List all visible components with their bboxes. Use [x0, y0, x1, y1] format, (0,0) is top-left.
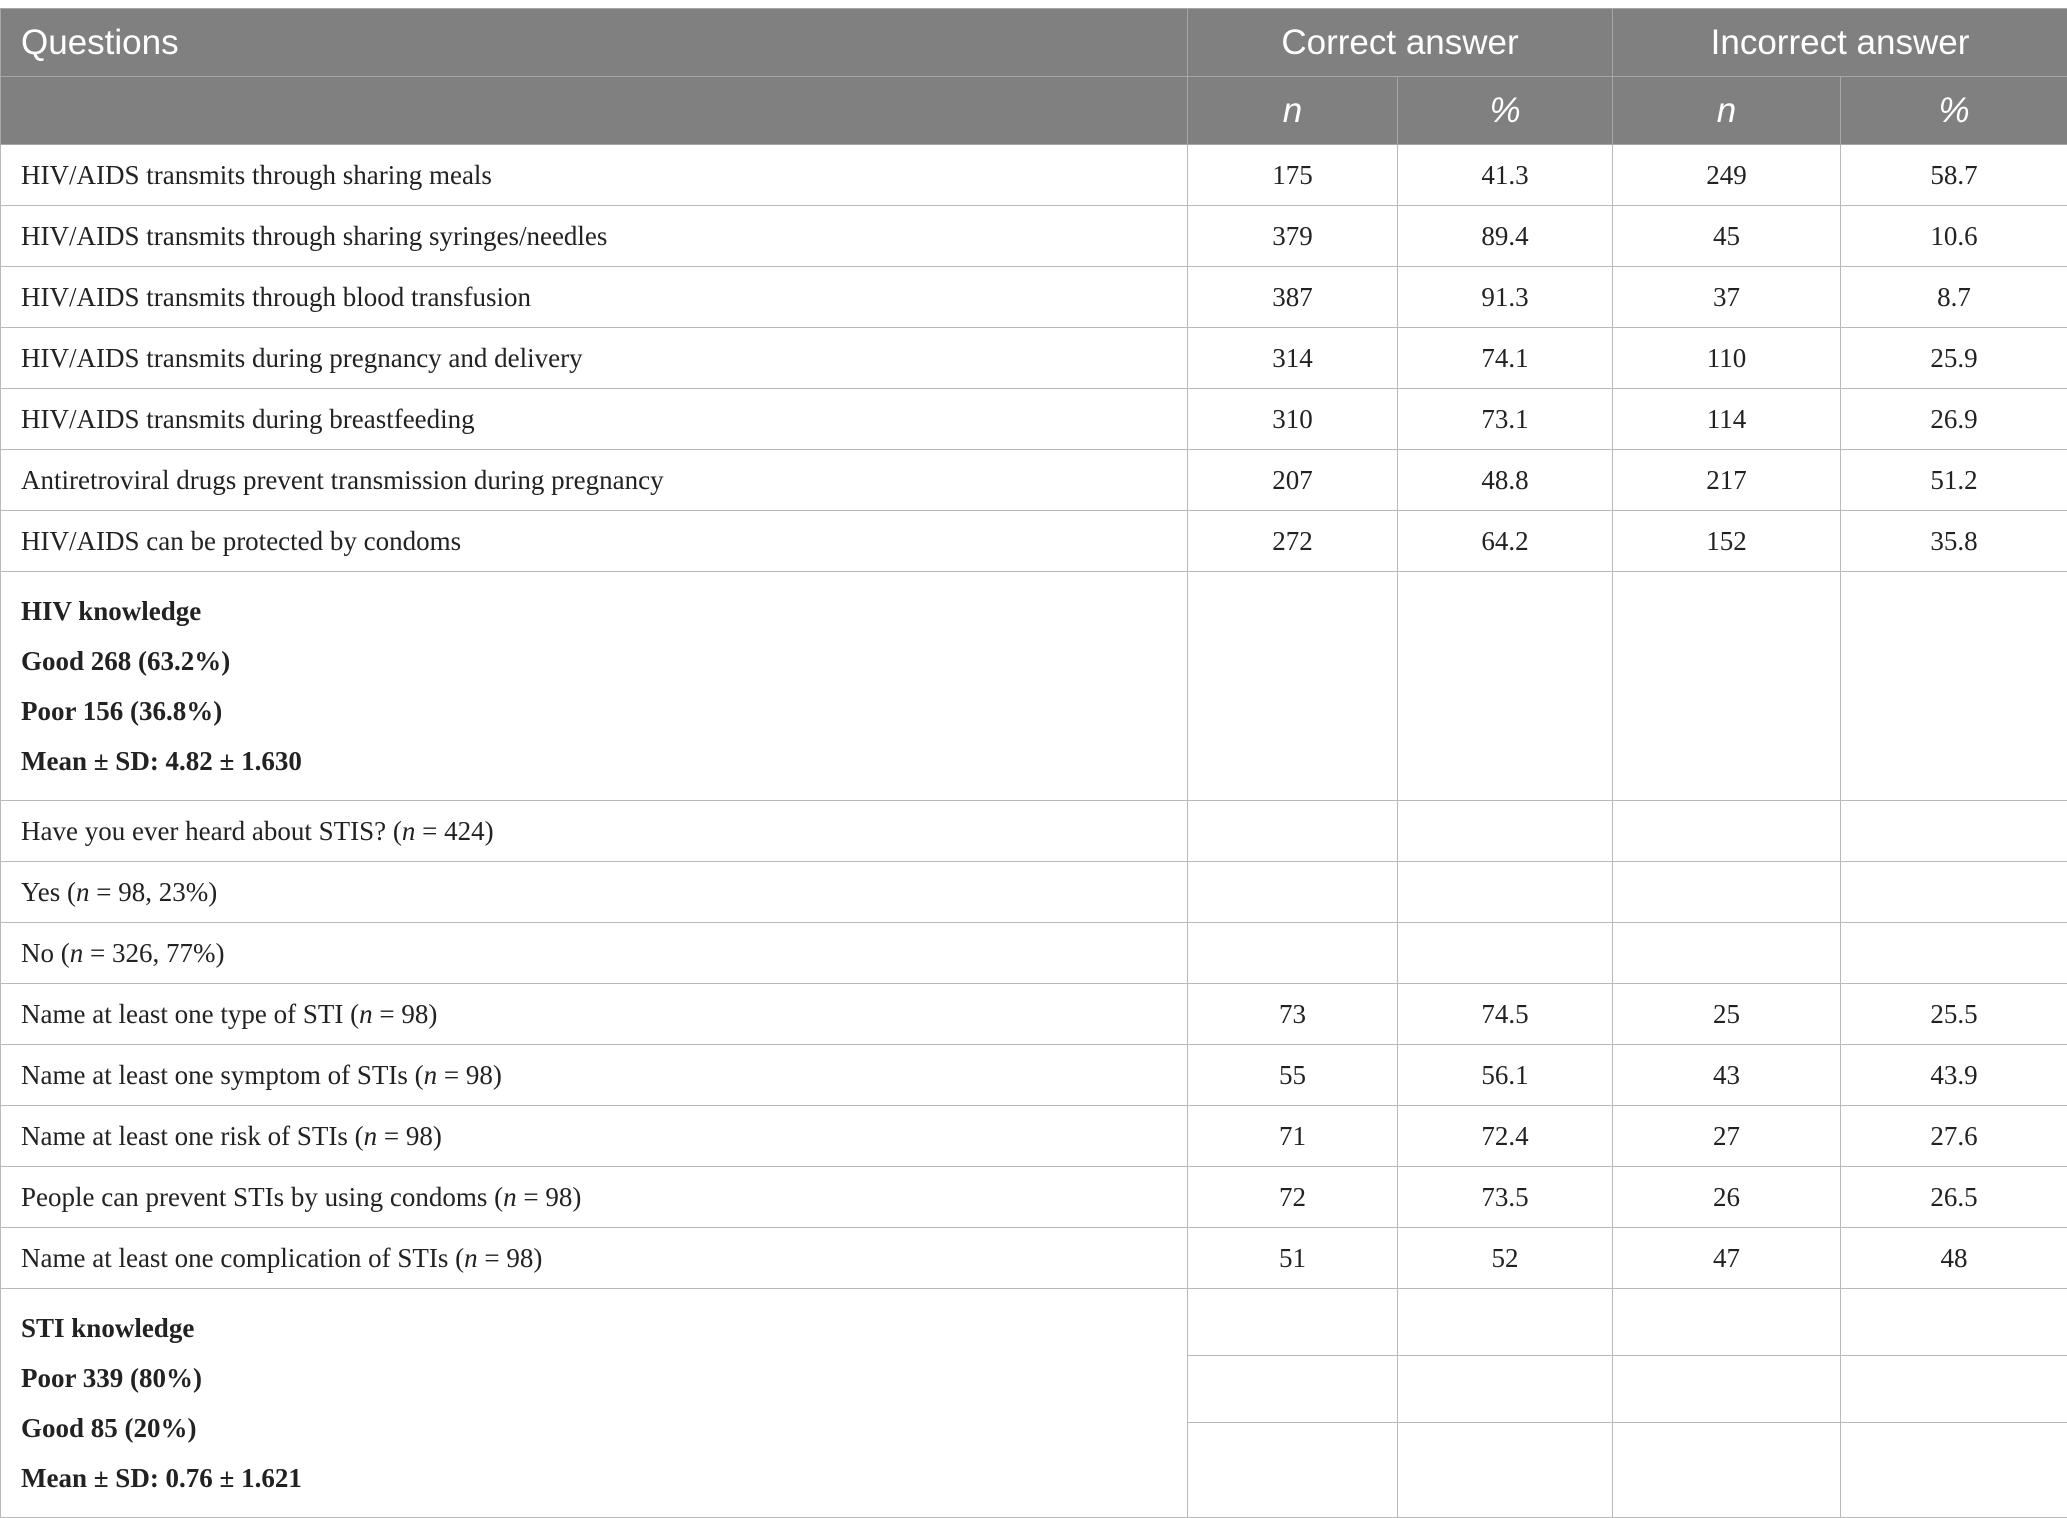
table-row	[1, 1228, 2067, 1289]
correct-pct-cell: 52	[1398, 1228, 1613, 1289]
table-row	[1, 511, 2067, 572]
incorrect-n-cell: 26	[1613, 1167, 1841, 1228]
empty-cell	[1613, 1355, 1841, 1422]
correct-pct-cell: 91.3	[1398, 267, 1613, 328]
empty-cell	[1398, 1422, 1613, 1517]
summary-line: Poor 156 (36.8%)	[21, 686, 1187, 736]
summary-line: Mean ± SD: 0.76 ± 1.621	[21, 1453, 1187, 1503]
heard-no-cell: No (n = 326, 77%)	[1, 923, 1188, 984]
correct-pct-cell: 72.4	[1398, 1106, 1613, 1167]
incorrect-answer-header: Incorrect answer	[1613, 9, 2067, 77]
question-cell: HIV/AIDS transmits through sharing syringes/needles	[1, 206, 1188, 267]
table-header	[1, 9, 2067, 145]
empty-cell	[1398, 1355, 1613, 1422]
empty-cell	[1613, 1422, 1841, 1517]
question-cell: Antiretroviral drugs prevent transmission during pregnancy	[1, 450, 1188, 511]
correct-pct-cell: 48.8	[1398, 450, 1613, 511]
empty-cell	[1841, 1289, 2067, 1356]
empty-cell	[1613, 1289, 1841, 1356]
question-cell: Name at least one complication of STIs (n = 98)	[1, 1228, 1188, 1289]
sti-knowledge-summary-row	[1, 1289, 2067, 1356]
hiv-knowledge-summary	[1, 572, 1188, 801]
question-cell: People can prevent STIs by using condoms (n = 98)	[1, 1167, 1188, 1228]
table-row	[1, 450, 2067, 511]
incorrect-n-cell: 27	[1613, 1106, 1841, 1167]
empty-cell	[1188, 801, 1398, 862]
table-row	[1, 862, 2067, 923]
summary-line: Good 268 (63.2%)	[21, 636, 1187, 686]
empty-cell	[1841, 801, 2067, 862]
empty-cell	[1188, 923, 1398, 984]
correct-n-cell: 314	[1188, 328, 1398, 389]
empty-cell	[1398, 862, 1613, 923]
correct-pct-cell: 73.1	[1398, 389, 1613, 450]
summary-line: Good 85 (20%)	[21, 1403, 1187, 1453]
table-row	[1, 267, 2067, 328]
empty-cell	[1841, 1422, 2067, 1517]
question-cell: HIV/AIDS can be protected by condoms	[1, 511, 1188, 572]
table-row	[1, 206, 2067, 267]
incorrect-pct-cell: 43.9	[1841, 1045, 2067, 1106]
question-cell: Name at least one risk of STIs (n = 98)	[1, 1106, 1188, 1167]
empty-cell	[1398, 572, 1613, 801]
knowledge-table	[0, 8, 2067, 1518]
correct-n-cell: 72	[1188, 1167, 1398, 1228]
empty-cell	[1841, 572, 2067, 801]
correct-n-cell: 175	[1188, 145, 1398, 206]
incorrect-pct-cell: 25.5	[1841, 984, 2067, 1045]
empty-cell	[1613, 862, 1841, 923]
summary-line: Poor 339 (80%)	[21, 1353, 1187, 1403]
question-cell: Name at least one type of STI (n = 98)	[1, 984, 1188, 1045]
empty-cell	[1398, 801, 1613, 862]
empty-cell	[1398, 1289, 1613, 1356]
question-cell: HIV/AIDS transmits through sharing meals	[1, 145, 1188, 206]
incorrect-n-cell: 152	[1613, 511, 1841, 572]
question-cell: HIV/AIDS transmits during breastfeeding	[1, 389, 1188, 450]
incorrect-pct-cell: 26.5	[1841, 1167, 2067, 1228]
empty-subheader	[1, 77, 1188, 145]
correct-n-cell: 272	[1188, 511, 1398, 572]
incorrect-n-cell: 114	[1613, 389, 1841, 450]
incorrect-pct-cell: 27.6	[1841, 1106, 2067, 1167]
empty-cell	[1188, 862, 1398, 923]
empty-cell	[1398, 923, 1613, 984]
incorrect-pct-cell: 10.6	[1841, 206, 2067, 267]
correct-n-cell: 379	[1188, 206, 1398, 267]
question-cell: HIV/AIDS transmits during pregnancy and delivery	[1, 328, 1188, 389]
incorrect-n-cell: 37	[1613, 267, 1841, 328]
empty-cell	[1841, 923, 2067, 984]
correct-pct-cell: 56.1	[1398, 1045, 1613, 1106]
correct-n-cell: 71	[1188, 1106, 1398, 1167]
heard-about-stis-cell: Have you ever heard about STIS? (n = 424)	[1, 801, 1188, 862]
table-row	[1, 328, 2067, 389]
correct-n-cell: 207	[1188, 450, 1398, 511]
incorrect-pct-cell: 26.9	[1841, 389, 2067, 450]
correct-pct-header: %	[1398, 77, 1613, 145]
incorrect-pct-cell: 8.7	[1841, 267, 2067, 328]
table-row	[1, 145, 2067, 206]
correct-pct-cell: 64.2	[1398, 511, 1613, 572]
empty-cell	[1613, 572, 1841, 801]
incorrect-n-cell: 47	[1613, 1228, 1841, 1289]
table-row	[1, 923, 2067, 984]
incorrect-n-cell: 249	[1613, 145, 1841, 206]
empty-cell	[1188, 1422, 1398, 1517]
summary-line: Mean ± SD: 4.82 ± 1.630	[21, 736, 1187, 786]
question-cell: Name at least one symptom of STIs (n = 98)	[1, 1045, 1188, 1106]
incorrect-pct-header: %	[1841, 77, 2067, 145]
question-cell: HIV/AIDS transmits through blood transfusion	[1, 267, 1188, 328]
correct-n-header: n	[1188, 77, 1398, 145]
table-row	[1, 389, 2067, 450]
incorrect-pct-cell: 58.7	[1841, 145, 2067, 206]
correct-n-cell: 387	[1188, 267, 1398, 328]
incorrect-n-cell: 25	[1613, 984, 1841, 1045]
correct-n-cell: 55	[1188, 1045, 1398, 1106]
correct-pct-cell: 74.1	[1398, 328, 1613, 389]
incorrect-n-header: n	[1613, 77, 1841, 145]
table-row	[1, 1045, 2067, 1106]
heard-yes-cell: Yes (n = 98, 23%)	[1, 862, 1188, 923]
incorrect-pct-cell: 25.9	[1841, 328, 2067, 389]
table-row	[1, 1106, 2067, 1167]
table-row	[1, 984, 2067, 1045]
empty-cell	[1188, 1289, 1398, 1356]
empty-cell	[1188, 1355, 1398, 1422]
incorrect-n-cell: 110	[1613, 328, 1841, 389]
sti-knowledge-summary	[1, 1289, 1188, 1518]
correct-n-cell: 310	[1188, 389, 1398, 450]
correct-pct-cell: 74.5	[1398, 984, 1613, 1045]
summary-title: HIV knowledge	[21, 586, 1187, 636]
correct-pct-cell: 73.5	[1398, 1167, 1613, 1228]
correct-n-cell: 51	[1188, 1228, 1398, 1289]
correct-pct-cell: 41.3	[1398, 145, 1613, 206]
empty-cell	[1841, 1355, 2067, 1422]
empty-cell	[1841, 862, 2067, 923]
incorrect-n-cell: 45	[1613, 206, 1841, 267]
table-row	[1, 1167, 2067, 1228]
questions-header: Questions	[1, 9, 1188, 77]
correct-pct-cell: 89.4	[1398, 206, 1613, 267]
empty-cell	[1613, 801, 1841, 862]
incorrect-n-cell: 217	[1613, 450, 1841, 511]
correct-n-cell: 73	[1188, 984, 1398, 1045]
empty-cell	[1613, 923, 1841, 984]
empty-cell	[1188, 572, 1398, 801]
incorrect-pct-cell: 35.8	[1841, 511, 2067, 572]
table-row	[1, 801, 2067, 862]
incorrect-pct-cell: 51.2	[1841, 450, 2067, 511]
correct-answer-header: Correct answer	[1188, 9, 1613, 77]
incorrect-n-cell: 43	[1613, 1045, 1841, 1106]
summary-title: STI knowledge	[21, 1303, 1187, 1353]
incorrect-pct-cell: 48	[1841, 1228, 2067, 1289]
table-body	[1, 145, 2067, 1518]
hiv-knowledge-summary-row	[1, 572, 2067, 801]
